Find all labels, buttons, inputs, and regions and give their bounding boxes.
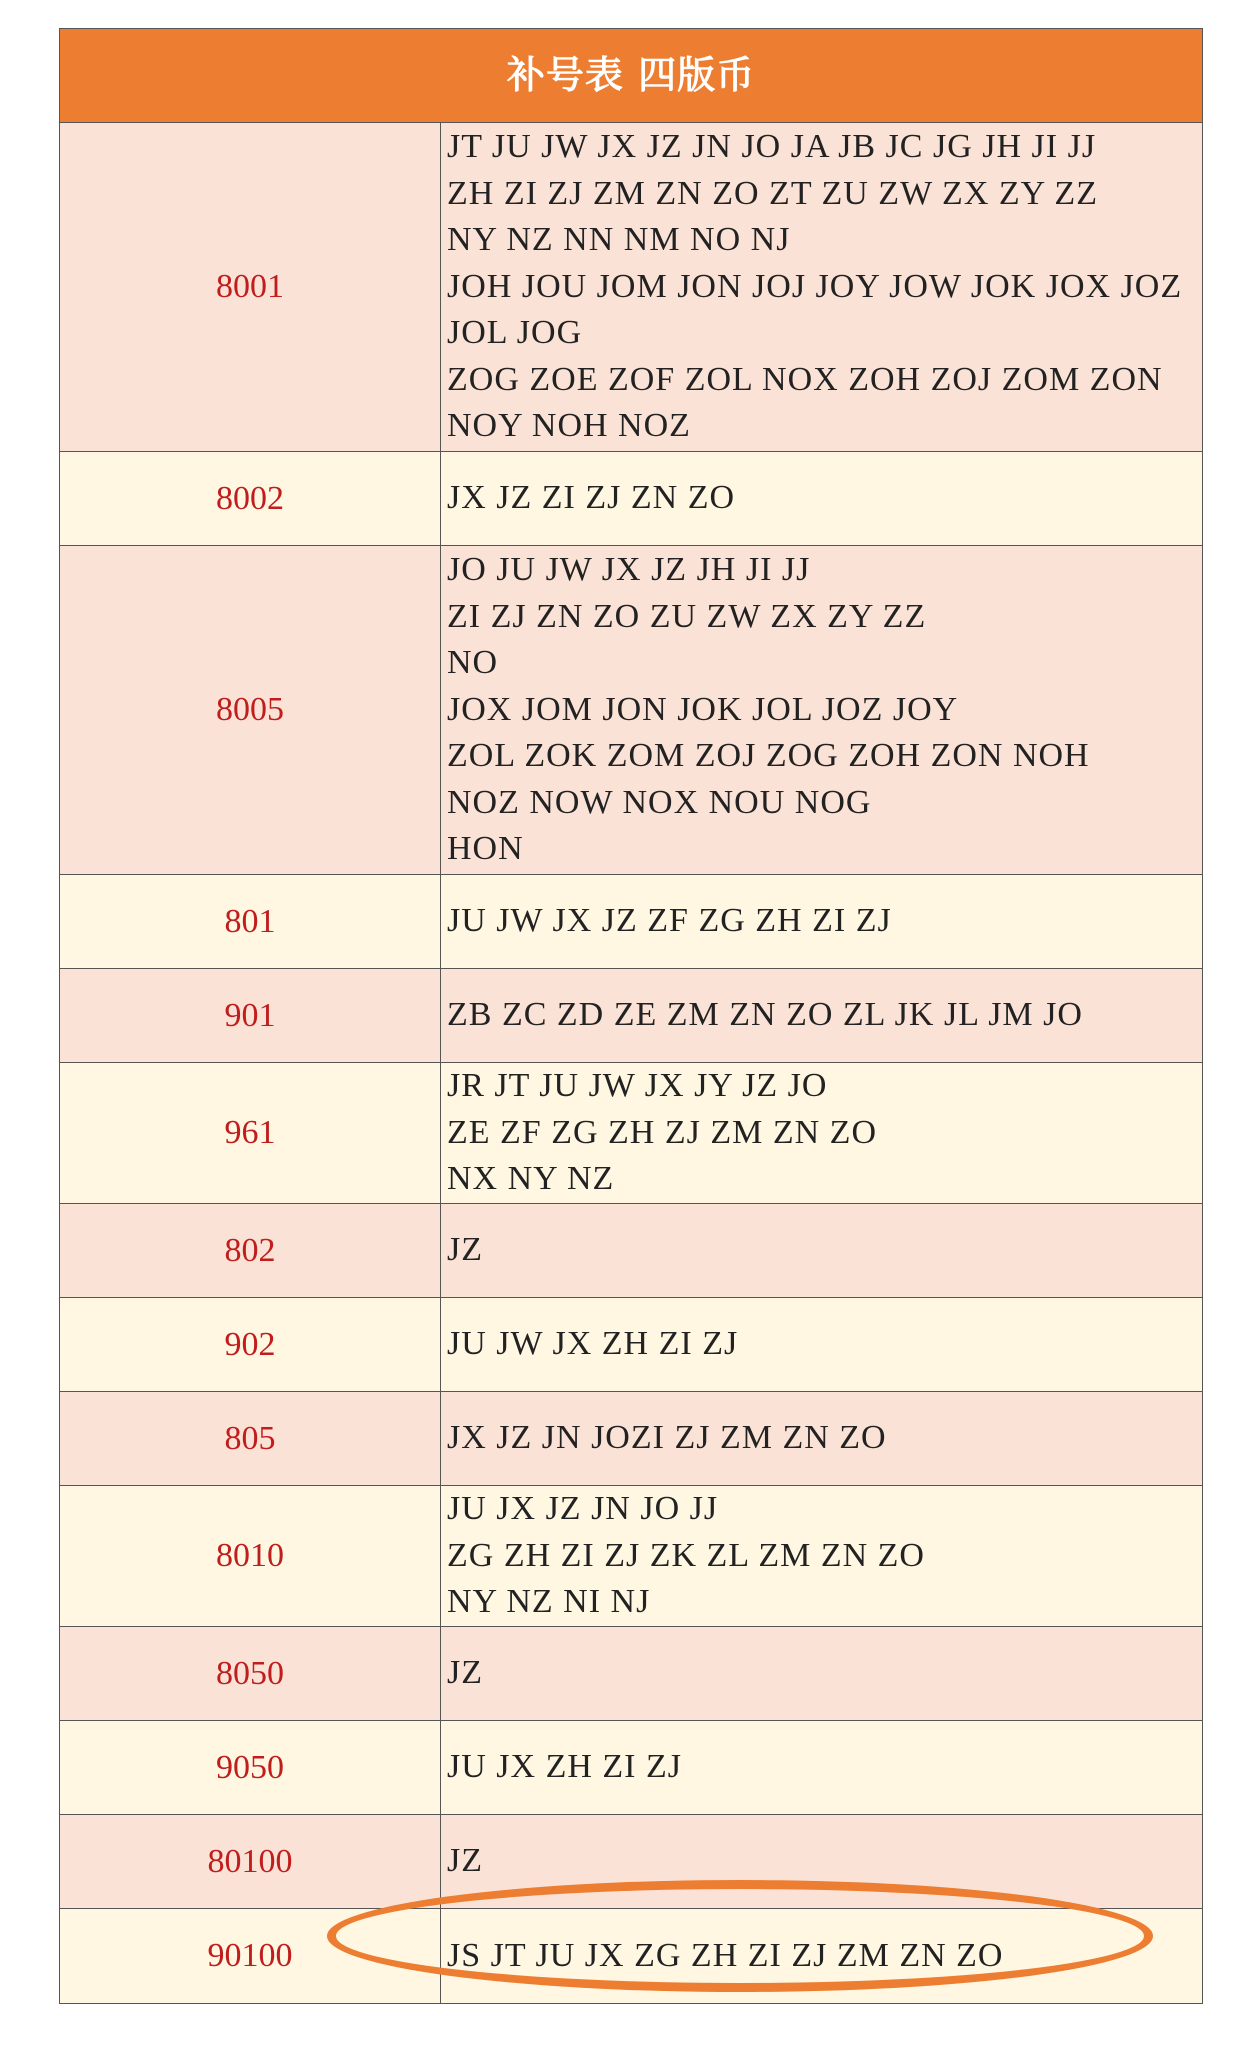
table-row <box>60 1298 1202 1392</box>
denomination-code: 8001 <box>60 123 441 451</box>
prefix-list <box>441 875 1202 968</box>
denomination-code: 802 <box>60 1204 441 1297</box>
prefix-line: JOL JOG <box>447 314 583 352</box>
prefix-line: NOZ NOW NOX NOU NOG <box>447 783 872 821</box>
prefix-line: JU JX JZ JN JO JJ <box>447 1490 719 1528</box>
table-row <box>60 1204 1202 1298</box>
prefix-line: NY NZ NN NM NO NJ <box>447 221 791 259</box>
prefix-line: JU JW JX ZH ZI ZJ <box>447 1325 739 1363</box>
table-row <box>60 1063 1202 1204</box>
prefix-line: JOH JOU JOM JON JOJ JOY JOW JOK JOX JOZ <box>447 267 1183 305</box>
prefix-line: NOY NOH NOZ <box>447 407 691 445</box>
prefix-list <box>441 1063 1202 1203</box>
prefix-line: JX JZ ZI ZJ ZN ZO <box>447 479 736 517</box>
prefix-line: JU JX ZH ZI ZJ <box>447 1748 682 1786</box>
prefix-list <box>441 452 1202 545</box>
prefix-line: JZ <box>447 1231 483 1269</box>
denomination-code: 80100 <box>60 1815 441 1908</box>
prefix-line: ZE ZF ZG ZH ZJ ZM ZN ZO <box>447 1113 878 1151</box>
prefix-line: ZI ZJ ZN ZO ZU ZW ZX ZY ZZ <box>447 597 927 635</box>
prefix-list <box>441 1909 1202 2003</box>
serial-prefix-table <box>59 28 1203 2004</box>
prefix-line: NO <box>447 644 499 682</box>
table-row <box>60 546 1202 875</box>
prefix-line: JS JT JU JX ZG ZH ZI ZJ ZM ZN ZO <box>447 1936 1004 1974</box>
prefix-line: JO JU JW JX JZ JH JI JJ <box>447 551 811 589</box>
prefix-line: JT JU JW JX JZ JN JO JA JB JC JG JH JI JJ <box>447 128 1097 166</box>
prefix-line: ZB ZC ZD ZE ZM ZN ZO ZL JK JL JM JO <box>447 996 1083 1034</box>
denomination-code: 8005 <box>60 546 441 874</box>
denomination-code: 9050 <box>60 1721 441 1814</box>
prefix-line: JZ <box>447 1654 483 1692</box>
prefix-line: ZOG ZOE ZOF ZOL NOX ZOH ZOJ ZOM ZON <box>447 360 1163 398</box>
denomination-code: 8002 <box>60 452 441 545</box>
prefix-list <box>441 1486 1202 1626</box>
prefix-list <box>441 1298 1202 1391</box>
prefix-line: ZH ZI ZJ ZM ZN ZO ZT ZU ZW ZX ZY ZZ <box>447 174 1098 212</box>
prefix-line: JU JW JX JZ ZF ZG ZH ZI ZJ <box>447 902 892 940</box>
denomination-code: 901 <box>60 969 441 1062</box>
prefix-line: HON <box>447 830 524 868</box>
prefix-line: NY NZ NI NJ <box>447 1583 651 1621</box>
prefix-list <box>441 546 1202 874</box>
table-row <box>60 1627 1202 1721</box>
denomination-code: 801 <box>60 875 441 968</box>
table-row <box>60 1721 1202 1815</box>
table-body <box>60 123 1202 2003</box>
prefix-list <box>441 123 1202 451</box>
prefix-line: JZ <box>447 1842 483 1880</box>
prefix-list <box>441 1721 1202 1814</box>
prefix-list <box>441 1627 1202 1720</box>
denomination-code: 961 <box>60 1063 441 1203</box>
prefix-list <box>441 969 1202 1062</box>
table-title: 补号表 四版币 <box>60 29 1202 123</box>
prefix-list <box>441 1392 1202 1485</box>
table-row <box>60 969 1202 1063</box>
prefix-line: ZOL ZOK ZOM ZOJ ZOG ZOH ZON NOH <box>447 737 1090 775</box>
table-row <box>60 123 1202 452</box>
table-row <box>60 1392 1202 1486</box>
table-row <box>60 1486 1202 1627</box>
denomination-code: 90100 <box>60 1909 441 2003</box>
prefix-line: JX JZ JN JOZI ZJ ZM ZN ZO <box>447 1419 887 1457</box>
prefix-line: JR JT JU JW JX JY JZ JO <box>447 1067 828 1105</box>
table-row <box>60 1815 1202 1909</box>
prefix-list <box>441 1815 1202 1908</box>
table-row <box>60 452 1202 546</box>
denomination-code: 805 <box>60 1392 441 1485</box>
denomination-code: 8010 <box>60 1486 441 1626</box>
prefix-line: JOX JOM JON JOK JOL JOZ JOY <box>447 690 959 728</box>
prefix-line: NX NY NZ <box>447 1160 615 1198</box>
table-row <box>60 875 1202 969</box>
prefix-list <box>441 1204 1202 1297</box>
table-row <box>60 1909 1202 2003</box>
prefix-line: ZG ZH ZI ZJ ZK ZL ZM ZN ZO <box>447 1536 925 1574</box>
denomination-code: 902 <box>60 1298 441 1391</box>
denomination-code: 8050 <box>60 1627 441 1720</box>
